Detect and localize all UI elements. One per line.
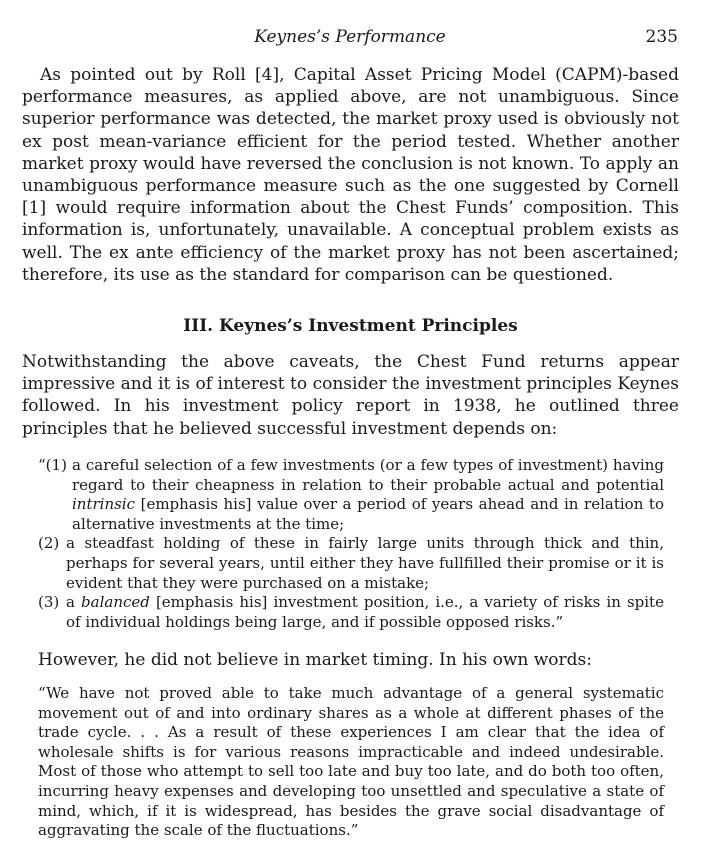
principles-quote-list xyxy=(38,456,664,632)
keynes-block-quote: “We have not proved able to take much advantage of a general systematic movement out of and into ordinary shares as a whole at different phases of the trade cycle. . . As a result of these experiences I am clear that the idea of wholesale shifts is for various reasons impracticable and indeed undesirable. Most of those who attempt to sell too late and buy too late, and do both too often, incurring heavy expenses and developing too unsettled and speculative a state of mind, which, if it is widespread, has besides the grave social disadvantage of aggravating the scale of the fluctuations.” xyxy=(38,684,664,840)
principle-item-3 xyxy=(38,593,664,632)
principle-emphasis: balanced xyxy=(81,593,150,612)
section-heading: III. Keynes’s Investment Principles xyxy=(183,316,518,336)
principle-text: a xyxy=(66,593,75,612)
running-header xyxy=(22,27,678,49)
running-title: Keynes’s Performance xyxy=(254,27,446,47)
principle-text: a steadfast holding of these in fairly large units through thick and thin, perhaps for several years, until either they have fullfilled their promise or it is evident that they were purchased on a mistake; xyxy=(66,534,664,592)
page-number: 235 xyxy=(645,27,678,47)
principle-text: a careful selection of a few investments (or a few types of investment) having regard to their cheapness in relation to their probable actual and potential xyxy=(72,456,664,494)
principle-number: “(1) xyxy=(38,456,67,474)
paragraph-investment-principles-intro: Notwithstanding the above caveats, the Chest Fund returns appear impressive and it is of interest to consider the investment principles Keynes followed. In his investment policy report in 1938, he outlined three principles that he believed successful investment depends on: xyxy=(22,352,679,439)
principle-text: [emphasis his] investment position, i.e., a variety of risks in spite of individual holdings being large, and if possible opposed risks.” xyxy=(66,593,664,631)
principle-text: [emphasis his] value over a period of years ahead and in relation to alternative investments at the time; xyxy=(72,495,664,533)
paragraph-roll-critique: As pointed out by Roll [4], Capital Asset Pricing Model (CAPM)-based performance measures, as applied above, are not unambiguous. Since superior performance was detected, the market proxy used is obviously not ex post mean-variance efficient for the period tested. Whether another market proxy would have reversed the conclusion is not known. To apply an unambiguous performance measure such as the one suggested by Cornell [1] would require information about the Chest Funds’ composition. This information is, unfortunately, unavailable. A conceptual problem exists as well. The ex ante efficiency of the market proxy has not been ascertained; therefore, its use as the standard for comparison can be questioned. xyxy=(22,65,679,285)
principle-number: (3) xyxy=(38,593,60,612)
principle-number: (2) xyxy=(38,534,60,553)
principle-item-1 xyxy=(38,456,664,534)
principle-emphasis: intrinsic xyxy=(72,495,136,514)
paragraph-market-timing: However, he did not believe in market timing. In his own words: xyxy=(38,650,592,670)
principle-item-2 xyxy=(38,534,664,593)
